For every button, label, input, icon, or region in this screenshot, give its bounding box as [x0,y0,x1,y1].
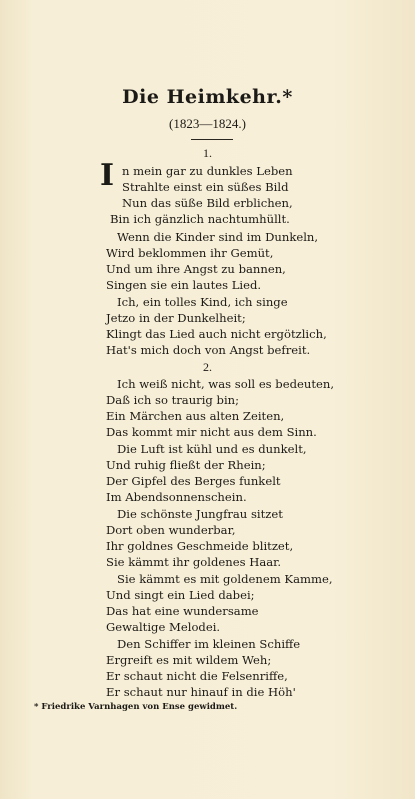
verse-line: Sie kämmt es mit goldenem Kamme, [117,572,333,586]
verse-line: Er schaut nicht die Felsenriffe, [106,669,288,683]
section-number-2: 2. [203,360,212,374]
verse-line: Klingt das Lied auch nicht ergötzlich, [106,327,327,341]
verse-line: Der Gipfel des Berges funkelt [106,474,281,488]
footnote: * Friedrike Varnhagen von Ense gewidmet. [34,702,238,712]
verse-line: Ergreift es mit wildem Weh; [106,653,272,667]
poem-dates: (1823—1824.) [169,116,246,131]
verse-line: Dort oben wunderbar, [106,523,236,537]
verse-line: Jetzo in der Dunkelheit; [106,311,246,325]
verse-line: Sie kämmt ihr goldenes Haar. [106,555,282,569]
verse-line: Hat's mich doch von Angst befreit. [106,343,311,357]
verse-line: Ich weiß nicht, was soll es bedeuten, [117,377,335,391]
title-rule [191,139,233,140]
verse-line: Den Schiffer im kleinen Schiffe [117,637,301,651]
verse-line: Wenn die Kinder sind im Dunkeln, [117,230,319,244]
verse-line: Und ruhig fließt der Rhein; [106,458,266,472]
drop-cap: I [100,158,115,193]
verse-line: Ich, ein tolles Kind, ich singe [117,295,288,309]
verse-line: Die Luft ist kühl und es dunkelt, [117,442,307,456]
verse-line: Strahlte einst ein süßes Bild [122,180,289,194]
verse-line: Gewaltige Melodei. [106,620,221,634]
verse-line: Und singt ein Lied dabei; [106,588,255,602]
verse-line: Bin ich gänzlich nachtumhüllt. [110,212,290,226]
verse-line: Und um ihre Angst zu bannen, [106,262,286,276]
verse-line: Ihr goldnes Geschmeide blitzet, [106,539,294,553]
verse-line: Das kommt mir nicht aus dem Sinn. [106,425,317,439]
verse-line: Das hat eine wundersame [106,604,259,618]
verse-line: Im Abendsonnenschein. [106,490,247,504]
poem-title: Die Heimkehr.* [122,86,293,108]
verse-line: Nun das süße Bild erblichen, [122,196,293,210]
verse-line: Er schaut nur hinauf in die Höh' [106,685,296,699]
verse-line: Wird beklommen ihr Gemüt, [106,246,274,260]
verse-line: Daß ich so traurig bin; [106,393,240,407]
verse-line: Die schönste Jungfrau sitzet [117,507,283,521]
verse-line: Singen sie ein lautes Lied. [106,278,262,292]
verse-line: Ein Märchen aus alten Zeiten, [106,409,285,423]
verse-line: n mein gar zu dunkles Leben [122,164,293,178]
section-number-1: 1. [203,146,212,160]
